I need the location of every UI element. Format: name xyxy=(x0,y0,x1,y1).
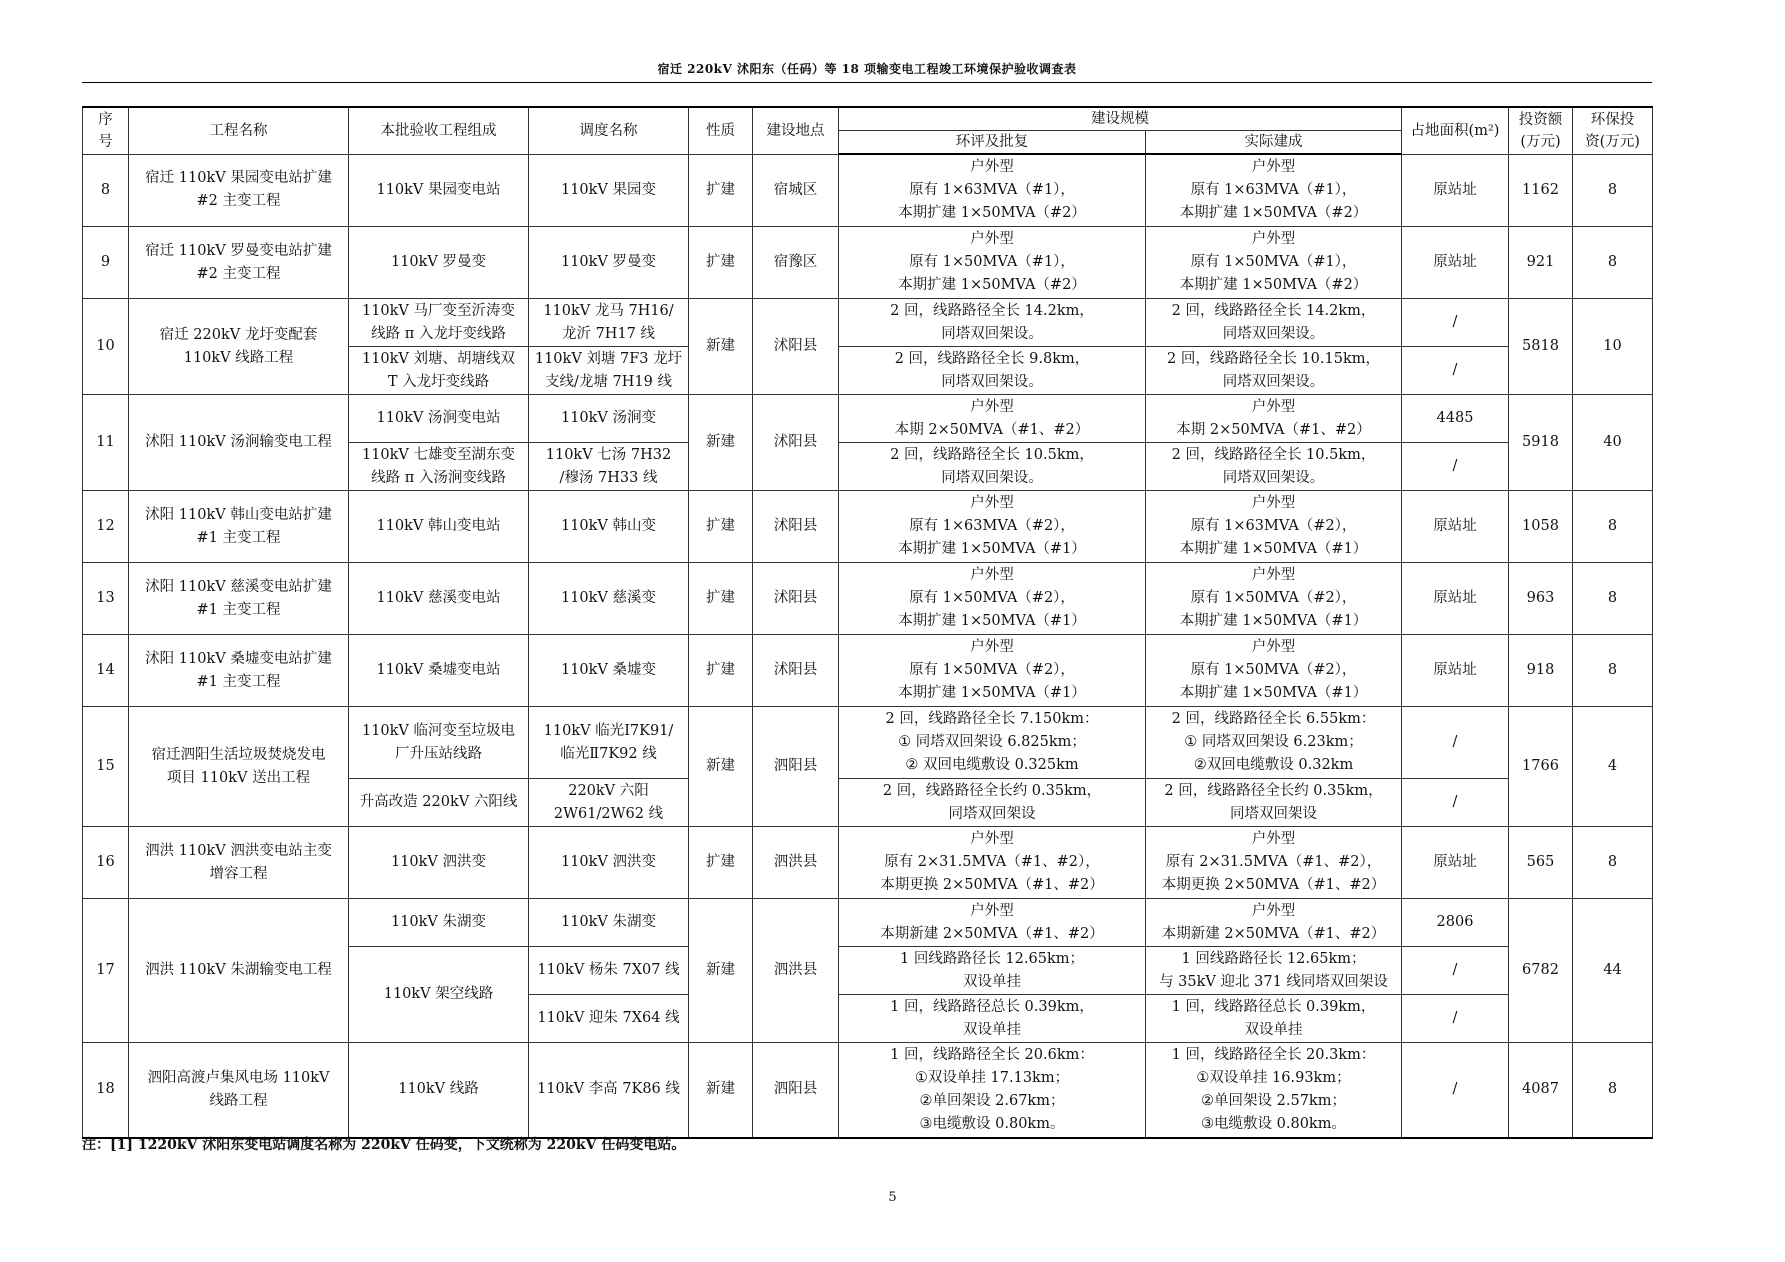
cell-location: 宿城区 xyxy=(753,154,839,227)
cell-area: 原站址 xyxy=(1402,154,1509,227)
cell-eia: 户外型 原有 1×50MVA（#1）， 本期扩建 1×50MVA（#2） xyxy=(839,227,1146,299)
table-row xyxy=(83,154,1653,227)
cell-component: 110kV 马厂变至沂涛变 线路 π 入龙圩变线路 xyxy=(349,299,529,347)
cell-component: 110kV 线路 xyxy=(349,1043,529,1138)
cell-seq: 14 xyxy=(83,635,129,707)
table-row xyxy=(83,299,1653,347)
cell-actual: 户外型 原有 1×50MVA（#1）， 本期扩建 1×50MVA（#2） xyxy=(1146,227,1402,299)
cell-eia: 户外型 本期新建 2×50MVA（#1、#2） xyxy=(839,899,1146,947)
cell-area: / xyxy=(1402,299,1509,347)
cell-actual: 2 回，线路路径全长 14.2km， 同塔双回架设。 xyxy=(1146,299,1402,347)
cell-component: 110kV 慈溪变电站 xyxy=(349,563,529,635)
page-number: 5 xyxy=(888,1190,897,1205)
cell-project: 宿迁 220kV 龙圩变配套 110kV 线路工程 xyxy=(129,299,349,395)
cell-area: 原站址 xyxy=(1402,227,1509,299)
cell-nature: 新建 xyxy=(689,299,753,395)
cell-area: 原站址 xyxy=(1402,563,1509,635)
cell-invest: 5918 xyxy=(1509,395,1573,491)
cell-nature: 扩建 xyxy=(689,563,753,635)
cell-eia: 户外型 本期 2×50MVA（#1、#2） xyxy=(839,395,1146,443)
cell-env-invest: 40 xyxy=(1573,395,1653,491)
cell-component: 110kV 七雄变至湖东变 线路 π 入汤涧变线路 xyxy=(349,443,529,491)
cell-actual: 2 回，线路路径全长 10.5km， 同塔双回架设。 xyxy=(1146,443,1402,491)
cell-area: / xyxy=(1402,707,1509,779)
cell-actual: 1 回，线路路径全长 20.3km： ①双设单挂 16.93km； ②单回架设 2.57km； ③电缆敷设 0.80km。 xyxy=(1146,1043,1402,1138)
cell-area: / xyxy=(1402,947,1509,995)
cell-seq: 12 xyxy=(83,491,129,563)
cell-component: 110kV 汤涧变电站 xyxy=(349,395,529,443)
cell-eia: 户外型 原有 1×63MVA（#2）， 本期扩建 1×50MVA（#1） xyxy=(839,491,1146,563)
cell-project: 泗洪 110kV 朱湖输变电工程 xyxy=(129,899,349,1043)
cell-location: 泗洪县 xyxy=(753,827,839,899)
cell-actual: 1 回，线路路径总长 0.39km， 双设单挂 xyxy=(1146,995,1402,1043)
cell-invest: 4087 xyxy=(1509,1043,1573,1138)
cell-nature: 新建 xyxy=(689,899,753,1043)
cell-project: 沭阳 110kV 慈溪变电站扩建 #1 主变工程 xyxy=(129,563,349,635)
cell-invest: 963 xyxy=(1509,563,1573,635)
cell-eia: 户外型 原有 2×31.5MVA（#1、#2）， 本期更换 2×50MVA（#1、#2） xyxy=(839,827,1146,899)
cell-invest: 1058 xyxy=(1509,491,1573,563)
cell-location: 沭阳县 xyxy=(753,395,839,491)
table-row xyxy=(83,491,1653,563)
cell-eia: 户外型 原有 1×50MVA（#2）， 本期扩建 1×50MVA（#1） xyxy=(839,563,1146,635)
cell-env-invest: 44 xyxy=(1573,899,1653,1043)
cell-actual: 户外型 原有 1×63MVA（#2）， 本期扩建 1×50MVA（#1） xyxy=(1146,491,1402,563)
cell-env-invest: 8 xyxy=(1573,827,1653,899)
cell-eia: 2 回，线路路径全长 10.5km， 同塔双回架设。 xyxy=(839,443,1146,491)
cell-invest: 1766 xyxy=(1509,707,1573,827)
cell-dispatch: 110kV 韩山变 xyxy=(529,491,689,563)
cell-dispatch: 110kV 泗洪变 xyxy=(529,827,689,899)
col-header-scale: 建设规模 xyxy=(839,107,1402,131)
cell-location: 沭阳县 xyxy=(753,491,839,563)
cell-area: / xyxy=(1402,995,1509,1043)
cell-env-invest: 8 xyxy=(1573,635,1653,707)
col-header-scale-actual: 实际建成 xyxy=(1146,131,1402,155)
cell-nature: 扩建 xyxy=(689,154,753,227)
cell-seq: 8 xyxy=(83,154,129,227)
cell-area: 原站址 xyxy=(1402,491,1509,563)
cell-area: / xyxy=(1402,347,1509,395)
cell-area: / xyxy=(1402,1043,1509,1138)
col-header-nature: 性质 xyxy=(689,107,753,154)
cell-component: 110kV 韩山变电站 xyxy=(349,491,529,563)
cell-actual: 2 回，线路路径全长 10.15km， 同塔双回架设。 xyxy=(1146,347,1402,395)
cell-eia: 2 回，线路路径全长 9.8km， 同塔双回架设。 xyxy=(839,347,1146,395)
cell-invest: 565 xyxy=(1509,827,1573,899)
cell-dispatch: 110kV 李高 7K86 线 xyxy=(529,1043,689,1138)
cell-env-invest: 8 xyxy=(1573,154,1653,227)
cell-dispatch: 220kV 六阳 2W61/2W62 线 xyxy=(529,779,689,827)
cell-project: 泗洪 110kV 泗洪变电站主变 增容工程 xyxy=(129,827,349,899)
cell-seq: 9 xyxy=(83,227,129,299)
col-header-location: 建设地点 xyxy=(753,107,839,154)
cell-nature: 扩建 xyxy=(689,635,753,707)
cell-location: 沭阳县 xyxy=(753,563,839,635)
cell-dispatch: 110kV 果园变 xyxy=(529,154,689,227)
col-header-seq: 序 号 xyxy=(83,107,129,154)
table-row xyxy=(83,899,1653,947)
cell-component: 110kV 刘塘、胡塘线双 T 入龙圩变线路 xyxy=(349,347,529,395)
table-row xyxy=(83,707,1653,779)
cell-actual: 户外型 原有 2×31.5MVA（#1、#2）， 本期更换 2×50MVA（#1、#2） xyxy=(1146,827,1402,899)
cell-project: 泗阳高渡卢集风电场 110kV 线路工程 xyxy=(129,1043,349,1138)
cell-dispatch: 110kV 罗曼变 xyxy=(529,227,689,299)
cell-actual: 1 回线路路径长 12.65km； 与 35kV 迎北 371 线同塔双回架设 xyxy=(1146,947,1402,995)
cell-location: 泗洪县 xyxy=(753,899,839,1043)
cell-seq: 10 xyxy=(83,299,129,395)
cell-location: 沭阳县 xyxy=(753,635,839,707)
cell-seq: 11 xyxy=(83,395,129,491)
cell-nature: 扩建 xyxy=(689,227,753,299)
cell-area: 2806 xyxy=(1402,899,1509,947)
cell-eia: 1 回线路路径长 12.65km； 双设单挂 xyxy=(839,947,1146,995)
col-header-scale-eia: 环评及批复 xyxy=(839,131,1146,155)
cell-area: / xyxy=(1402,443,1509,491)
cell-component: 110kV 泗洪变 xyxy=(349,827,529,899)
cell-area: / xyxy=(1402,779,1509,827)
cell-dispatch: 110kV 龙马 7H16/ 龙沂 7H17 线 xyxy=(529,299,689,347)
acceptance-survey-table xyxy=(82,106,1653,1139)
table-row xyxy=(83,827,1653,899)
cell-project: 沭阳 110kV 韩山变电站扩建 #1 主变工程 xyxy=(129,491,349,563)
cell-seq: 17 xyxy=(83,899,129,1043)
cell-project: 宿迁 110kV 罗曼变电站扩建 #2 主变工程 xyxy=(129,227,349,299)
cell-env-invest: 8 xyxy=(1573,227,1653,299)
cell-seq: 18 xyxy=(83,1043,129,1138)
col-header-area: 占地面积(m²) xyxy=(1402,107,1509,154)
cell-actual: 户外型 原有 1×63MVA（#1）， 本期扩建 1×50MVA（#2） xyxy=(1146,154,1402,227)
col-header-env-invest: 环保投 资(万元) xyxy=(1573,107,1653,154)
cell-eia: 2 回，线路路径全长约 0.35km， 同塔双回架设 xyxy=(839,779,1146,827)
cell-actual: 户外型 本期 2×50MVA（#1、#2） xyxy=(1146,395,1402,443)
cell-project: 沭阳 110kV 桑墟变电站扩建 #1 主变工程 xyxy=(129,635,349,707)
table-row xyxy=(83,227,1653,299)
cell-area: 原站址 xyxy=(1402,635,1509,707)
cell-actual: 2 回，线路路径全长 6.55km： ① 同塔双回架设 6.23km； ②双回电缆敷设 0.32km xyxy=(1146,707,1402,779)
cell-env-invest: 8 xyxy=(1573,563,1653,635)
cell-component: 110kV 朱湖变 xyxy=(349,899,529,947)
cell-dispatch: 110kV 刘塘 7F3 龙圩 支线/龙塘 7H19 线 xyxy=(529,347,689,395)
cell-dispatch: 110kV 慈溪变 xyxy=(529,563,689,635)
cell-area: 4485 xyxy=(1402,395,1509,443)
cell-nature: 新建 xyxy=(689,1043,753,1138)
cell-component: 110kV 罗曼变 xyxy=(349,227,529,299)
cell-component: 110kV 临河变至垃圾电 厂升压站线路 xyxy=(349,707,529,779)
col-header-project: 工程名称 xyxy=(129,107,349,154)
cell-eia: 户外型 原有 1×63MVA（#1）， 本期扩建 1×50MVA（#2） xyxy=(839,154,1146,227)
cell-invest: 1162 xyxy=(1509,154,1573,227)
cell-invest: 918 xyxy=(1509,635,1573,707)
cell-project: 宿迁泗阳生活垃圾焚烧发电 项目 110kV 送出工程 xyxy=(129,707,349,827)
cell-invest: 6782 xyxy=(1509,899,1573,1043)
col-header-component: 本批验收工程组成 xyxy=(349,107,529,154)
cell-env-invest: 8 xyxy=(1573,1043,1653,1138)
cell-dispatch: 110kV 杨朱 7X07 线 xyxy=(529,947,689,995)
page-title: 宿迁 220kV 沭阳东（任码）等 18 项输变电工程竣工环境保护验收调查表 xyxy=(657,62,1077,76)
cell-dispatch: 110kV 朱湖变 xyxy=(529,899,689,947)
col-header-dispatch: 调度名称 xyxy=(529,107,689,154)
cell-eia: 1 回，线路路径总长 0.39km， 双设单挂 xyxy=(839,995,1146,1043)
cell-actual: 户外型 本期新建 2×50MVA（#1、#2） xyxy=(1146,899,1402,947)
table-row xyxy=(83,1043,1653,1138)
cell-eia: 户外型 原有 1×50MVA（#2）， 本期扩建 1×50MVA（#1） xyxy=(839,635,1146,707)
cell-dispatch: 110kV 迎朱 7X64 线 xyxy=(529,995,689,1043)
cell-actual: 户外型 原有 1×50MVA（#2）， 本期扩建 1×50MVA（#1） xyxy=(1146,635,1402,707)
cell-dispatch: 110kV 七汤 7H32 /穆汤 7H33 线 xyxy=(529,443,689,491)
cell-nature: 扩建 xyxy=(689,827,753,899)
cell-dispatch: 110kV 临光Ⅰ7K91/ 临光Ⅱ7K92 线 xyxy=(529,707,689,779)
cell-seq: 13 xyxy=(83,563,129,635)
table-row xyxy=(83,563,1653,635)
cell-project: 宿迁 110kV 果园变电站扩建 #2 主变工程 xyxy=(129,154,349,227)
cell-nature: 扩建 xyxy=(689,491,753,563)
cell-dispatch: 110kV 汤涧变 xyxy=(529,395,689,443)
cell-location: 泗阳县 xyxy=(753,1043,839,1138)
cell-eia: 2 回，线路路径全长 7.150km： ① 同塔双回架设 6.825km； ② 双回电缆敷设 0.325km xyxy=(839,707,1146,779)
cell-actual: 2 回，线路路径全长约 0.35km， 同塔双回架设 xyxy=(1146,779,1402,827)
cell-component: 110kV 桑墟变电站 xyxy=(349,635,529,707)
cell-project: 沭阳 110kV 汤涧输变电工程 xyxy=(129,395,349,491)
table-row xyxy=(83,395,1653,443)
cell-env-invest: 4 xyxy=(1573,707,1653,827)
cell-nature: 新建 xyxy=(689,707,753,827)
col-header-invest: 投资额 (万元) xyxy=(1509,107,1573,154)
cell-seq: 15 xyxy=(83,707,129,827)
cell-component: 升高改造 220kV 六阳线 xyxy=(349,779,529,827)
cell-invest: 921 xyxy=(1509,227,1573,299)
cell-env-invest: 8 xyxy=(1573,491,1653,563)
table-row xyxy=(83,635,1653,707)
cell-location: 宿豫区 xyxy=(753,227,839,299)
cell-actual: 户外型 原有 1×50MVA（#2）， 本期扩建 1×50MVA（#1） xyxy=(1146,563,1402,635)
cell-eia: 1 回，线路路径全长 20.6km： ①双设单挂 17.13km； ②单回架设 2.67km； ③电缆敷设 0.80km。 xyxy=(839,1043,1146,1138)
cell-location: 泗阳县 xyxy=(753,707,839,827)
header-divider xyxy=(82,82,1652,83)
cell-invest: 5818 xyxy=(1509,299,1573,395)
cell-area: 原站址 xyxy=(1402,827,1509,899)
cell-env-invest: 10 xyxy=(1573,299,1653,395)
cell-seq: 16 xyxy=(83,827,129,899)
cell-nature: 新建 xyxy=(689,395,753,491)
table-footnote: 注：[1] 1220kV 沭阳东变电站调度名称为 220kV 任码变，下文统称为 220kV 任码变电站。 xyxy=(82,1137,686,1153)
cell-eia: 2 回，线路路径全长 14.2km， 同塔双回架设。 xyxy=(839,299,1146,347)
cell-component: 110kV 架空线路 xyxy=(349,947,529,1043)
cell-dispatch: 110kV 桑墟变 xyxy=(529,635,689,707)
cell-component: 110kV 果园变电站 xyxy=(349,154,529,227)
cell-location: 沭阳县 xyxy=(753,299,839,395)
